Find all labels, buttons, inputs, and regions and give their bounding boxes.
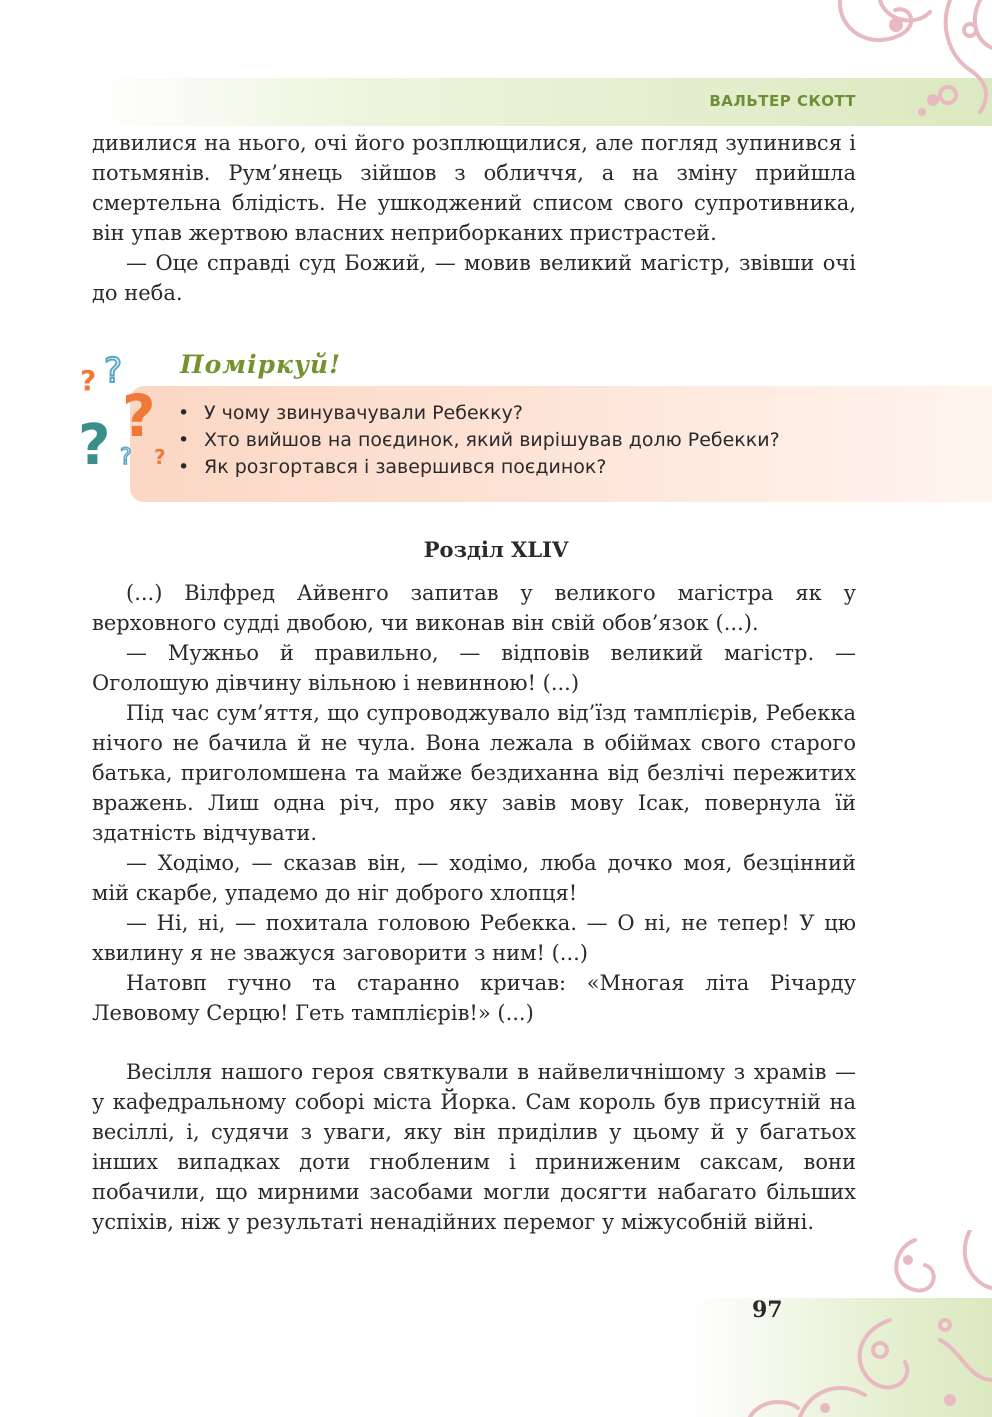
ornament-icon [830,0,992,118]
intro-text [92,128,856,308]
think-questions [178,400,780,481]
svg-text:?: ? [104,352,123,391]
paragraph: Весілля нашого героя святкували в найвеличнішому з храмів — у кафедральному соборі міста Йорка. Сам король був присутній на весіллі, і, судячи з уваги, яку він приділив у цьому й у багатьох інших випадках доти гнобленим і приниженим саксам, вони побачили, що мирними засобами могли досягти набагато більших успіхів, ніж у результаті ненадійних перемог у міжусобній війні. [92,1060,856,1234]
paragraph: — Мужньо й правильно, — відповів великий магістр. — Оголошую дівчину вільною і невинною! (...) [92,641,856,695]
page-number: 97 [752,1297,783,1323]
running-header-author: ВАЛЬТЕР СКОТТ [709,92,856,110]
final-text [92,1057,856,1237]
paragraph: Під час сум’яття, що супроводжувало від’їзд тамплієрів, Ребекка нічого не бачила й не чула. Вона лежала в обіймах свого старого батька, приголомшена та майже бездиханна від безлічі пережитих вражень. Лиш одна річ, про яку завів мову Ісак, повернула їй здатність відчувати. [92,701,856,845]
paragraph: дивилися на нього, очі його розплющилися, але погляд зупинився і потьмянів. Рум’янець зійшов з обличчя, а на зміну прийшла смертельна блідість. Не ушкоджений списом свого супротивника, він упав жертвою власних неприборканих пристрастей. [92,131,856,245]
think-title: Поміркуй! [180,350,342,379]
paragraph: — Ні, ні, — похитала головою Ребекка. — О ні, не тепер! У цю хвилину я не зважуся заговорити з ним! (...) [92,911,856,965]
list-item: • Як розгортався і завершився поєдинок? [178,454,780,481]
paragraph: (...) Вілфред Айвенго запитав у великого магістра як у верховного судді двобою, чи виконав він свій обов’язок (...). [92,581,856,635]
svg-text:?: ? [120,445,132,470]
list-item: • Хто вийшов на поєдинок, який вирішував долю Ребекки? [178,427,780,454]
svg-text:?: ? [154,445,166,469]
paragraph: — Ходімо, — сказав він, — ходімо, люба дочко моя, безцінний мій скарбе, упадемо до ніг доброго хлопця! [92,851,856,905]
ornament-icon [740,1230,992,1417]
svg-text:?: ? [122,382,156,450]
chapter-text [92,578,856,1028]
list-item: • У чому звинувачували Ребекку? [178,400,780,427]
chapter-title: Розділ XLIV [423,537,569,562]
paragraph: Натовп гучно та старанно кричав: «Многая літа Річарду Левовому Серцю! Геть тамплієрів!» (...) [92,971,856,1025]
paragraph: — Оце справді суд Божий, — мовив великий магістр, звівши очі до неба. [92,251,856,305]
svg-text:?: ? [80,364,97,397]
question-marks-icon [76,352,176,472]
svg-text:?: ? [78,413,111,472]
